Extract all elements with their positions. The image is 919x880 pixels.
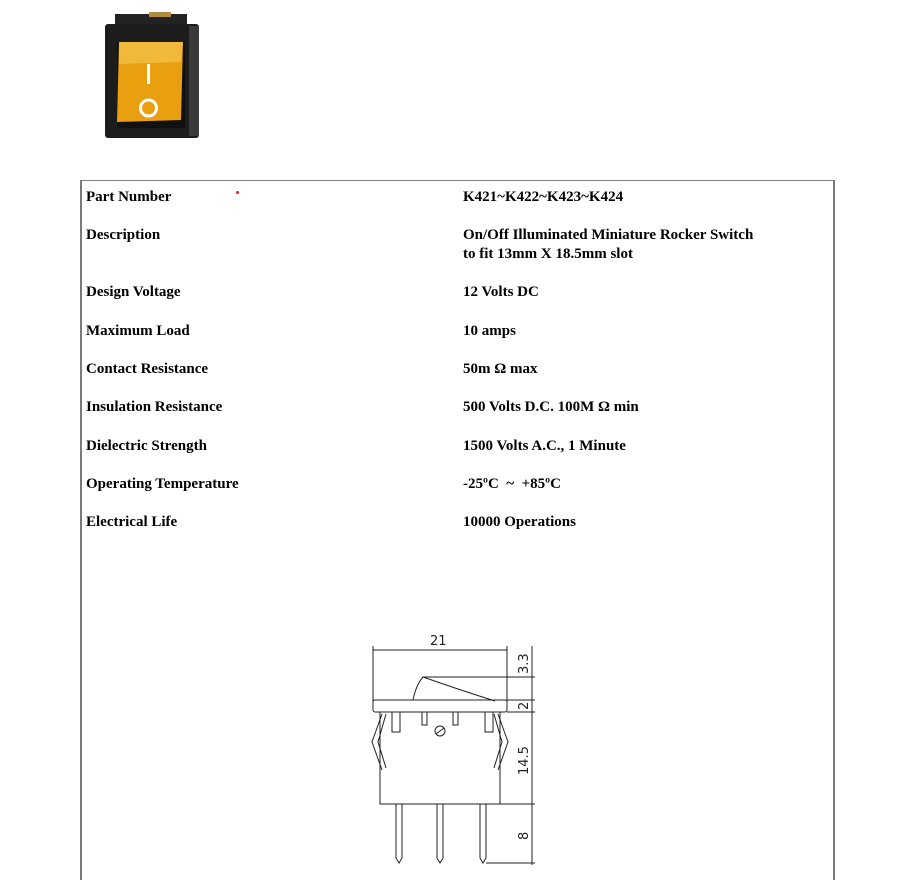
spec-value: 50m Ω max [463,361,538,377]
spec-label: Design Voltage [86,284,181,300]
spec-label: Description [86,227,161,243]
spec-label: Contact Resistance [86,361,209,377]
spec-value: 10000 Operations [463,514,576,530]
spec-value-line2: to fit 13mm X 18.5mm slot [463,246,633,262]
dimension-drawing [360,630,540,868]
dim-pin-label: 8 [517,831,532,840]
on-mark-icon [147,64,150,84]
spec-value: 500 Volts D.C. 100M Ω min [463,399,639,415]
marker-dot [236,191,239,194]
spec-value: -25ºC ~ +85ºC [463,476,561,492]
spec-label: Dielectric Strength [86,438,207,454]
spec-value: 1500 Volts A.C., 1 Minute [463,438,626,454]
spec-label: Part Number [86,189,172,205]
spec-value: K421~K422~K423~K424 [463,189,624,205]
spec-value: 12 Volts DC [463,284,539,300]
dim-body-label: 14.5 [517,746,532,775]
spec-label: Operating Temperature [86,476,239,492]
spec-value: On/Off Illuminated Miniature Rocker Switch [463,227,754,243]
spec-label: Insulation Resistance [86,399,223,415]
dim-width-label: 21 [430,634,447,649]
dim-flange-label: 2 [517,701,532,710]
rocker-switch-image [103,12,201,140]
dim-rocker-label: 3.3 [517,653,532,674]
spec-label: Maximum Load [86,323,190,339]
product-photo [103,12,201,140]
spec-label: Electrical Life [86,514,178,530]
spec-value: 10 amps [463,323,516,339]
